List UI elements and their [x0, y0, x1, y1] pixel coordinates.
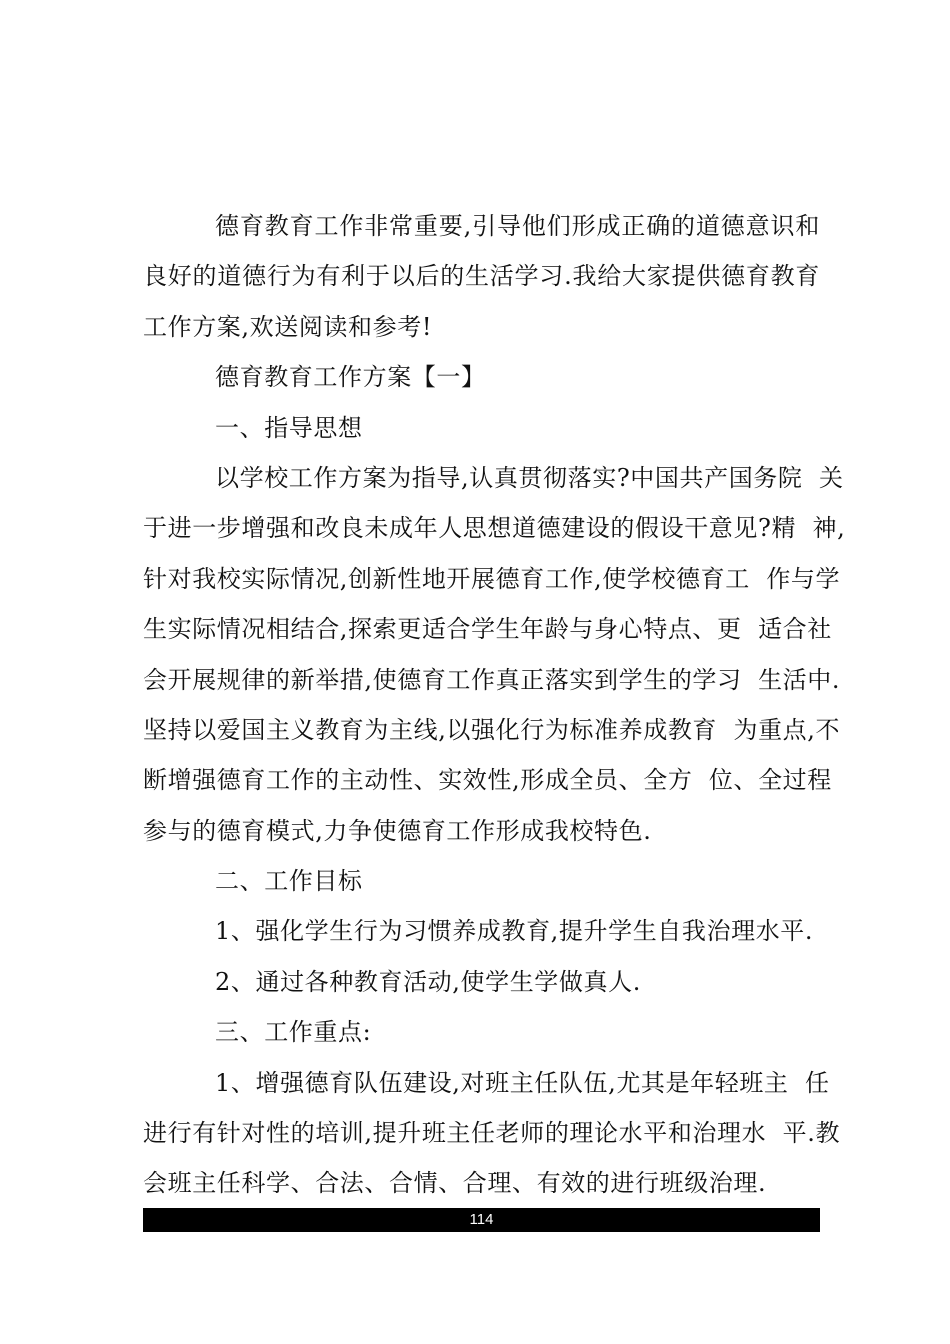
- work-goal-item: 1、强化学生行为习惯养成教育,提升学生自我治理水平.: [215, 917, 814, 946]
- page-number: 114: [469, 1211, 494, 1228]
- work-focus-line: 进行有针对性的培训,提升班主任老师的理论水平和治理水 平.教: [143, 1119, 841, 1148]
- plan-title: 德育教育工作方案【一】: [215, 363, 486, 392]
- document-body: [143, 201, 846, 1209]
- section-heading-guiding-ideology: 一、指导思想: [215, 413, 363, 442]
- section-heading-work-goals: 二、工作目标: [215, 867, 363, 896]
- work-focus-line: 会班主任科学、合法、合情、合理、有效的进行班级治理.: [143, 1169, 767, 1198]
- guiding-ideology-line: 会开展规律的新举措,使德育工作真正落实到学生的学习 生活中.: [143, 665, 841, 694]
- intro-paragraph-line: 良好的道德行为有利于以后的生活学习.我给大家提供德育教育: [143, 262, 820, 291]
- guiding-ideology-line: 于进一步增强和改良未成年人思想道德建设的假设干意见?精 神,: [143, 514, 846, 543]
- guiding-ideology-line: 参与的德育模式,力争使德育工作形成我校特色.: [143, 816, 652, 845]
- guiding-ideology-line: 生实际情况相结合,探索更适合学生年龄与身心特点、更 适合社: [143, 615, 832, 644]
- guiding-ideology-line: 坚持以爱国主义教育为主线,以强化行为标准养成教育 为重点,不: [143, 715, 841, 744]
- intro-paragraph-line: 工作方案,欢送阅读和参考!: [143, 312, 433, 341]
- page-footer-bar: [143, 1208, 820, 1232]
- intro-paragraph-line: 德育教育工作非常重要,引导他们形成正确的道德意识和: [215, 212, 820, 240]
- section-heading-work-focus: 三、工作重点:: [215, 1018, 372, 1047]
- work-goal-item: 2、通过各种教育活动,使学生学做真人.: [215, 967, 641, 996]
- guiding-ideology-line: 以学校工作方案为指导,认真贯彻落实?中国共产国务院 关: [215, 463, 844, 492]
- guiding-ideology-line: 断增强德育工作的主动性、实效性,形成全员、全方 位、全过程: [143, 766, 832, 795]
- work-focus-line: 1、增强德育队伍建设,对班主任队伍,尤其是年轻班主 任: [215, 1068, 830, 1097]
- guiding-ideology-line: 针对我校实际情况,创新性地开展德育工作,使学校德育工 作与学: [143, 564, 841, 593]
